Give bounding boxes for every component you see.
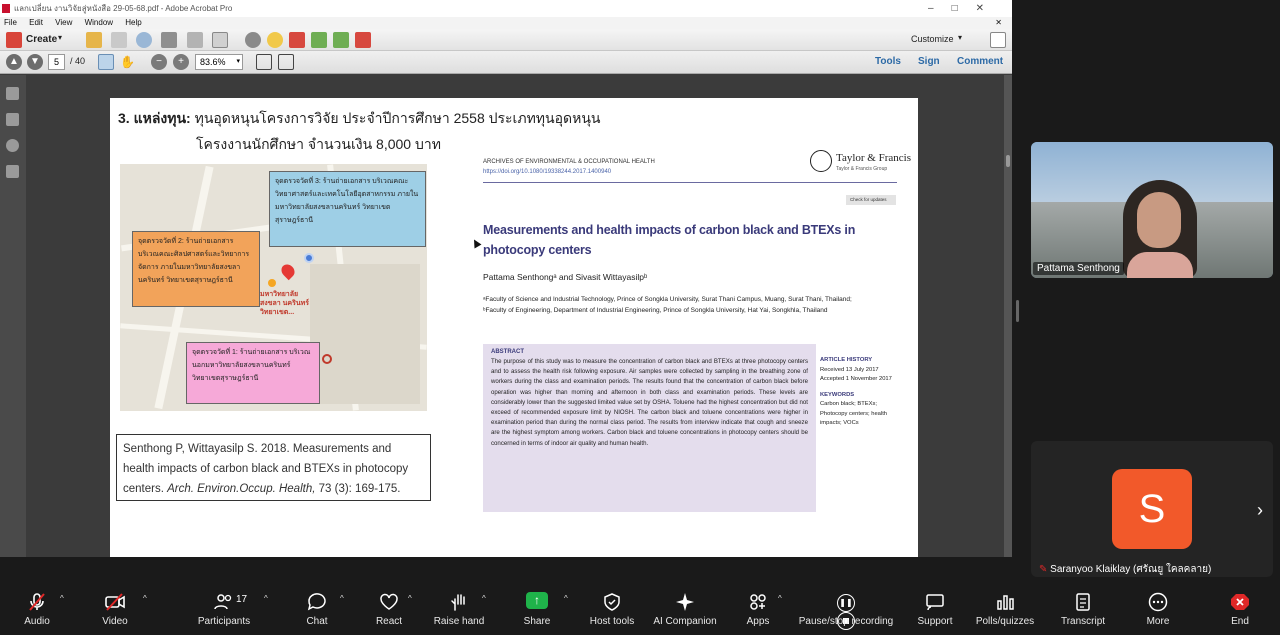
page-number-input[interactable]: 5: [48, 54, 65, 70]
keywords-heading: KEYWORDS: [820, 391, 855, 398]
taylor-francis-icon: [810, 150, 832, 172]
campus-label: มหาวิทยาลัย สงขลา นครินทร์ วิทยาเขต...: [260, 291, 310, 316]
share-options-icon[interactable]: ^: [564, 594, 568, 603]
chat-button[interactable]: [294, 584, 340, 629]
share-button[interactable]: [514, 584, 560, 629]
participant-shirt: [1127, 252, 1193, 278]
map-box-site-1: จุดตรวจวัดที่ 1: ร้านถ่ายเอกสาร บริเวณนอกมหาวิทยาลัยสงขลานครินทร์ วิทยาเขตสุราษฎร์ธานี: [186, 342, 320, 404]
acrobat-window: [0, 17, 1012, 557]
cloud-upload-icon[interactable]: [136, 32, 152, 48]
accepted-date: Accepted 1 November 2017: [820, 376, 892, 382]
ai-sparkle-icon: [674, 592, 696, 612]
end-button[interactable]: [1218, 584, 1262, 629]
more-icon: [1147, 592, 1169, 612]
fullscreen-icon[interactable]: [990, 32, 1006, 48]
history-heading: ARTICLE HISTORY: [820, 357, 873, 363]
support-icon: [924, 592, 946, 612]
map-marker-icon: [304, 253, 314, 263]
participants-icon: [213, 592, 235, 612]
combine-icon[interactable]: [333, 32, 349, 48]
support-button[interactable]: [912, 584, 958, 629]
audio-options-icon[interactable]: ^: [60, 594, 64, 603]
fit-width-icon[interactable]: [256, 54, 272, 70]
share-label: Share: [523, 616, 551, 627]
react-button[interactable]: [366, 584, 412, 629]
panel-splitter[interactable]: [1016, 300, 1019, 322]
zoom-chevron-icon: ▾: [236, 58, 240, 65]
publisher-logo: [810, 150, 911, 176]
acrobat-titlebar: [0, 0, 1012, 17]
paper-journal: ARCHIVES OF ENVIRONMENTAL & OCCUPATIONAL HEALTH: [483, 159, 655, 165]
map-box-site-2: จุดตรวจวัดที่ 2: ร้านถ่ายเอกสาร บริเวณคณะศิลปศาสตร์และวิทยาการจัดการ ภายในมหาวิทยาลัยสงขลานครินทร์ วิทยาเขตสุราษฎร์ธานี: [132, 231, 260, 307]
window-title: แลกเปลี่ยน งานวิจัยสู่หนังสือ 29-05-68.pdf - Adobe Acrobat Pro: [14, 4, 233, 13]
participant-name: Pattama Senthong: [1033, 262, 1124, 275]
participant-video-tile[interactable]: [1031, 142, 1273, 278]
vertical-scrollbar[interactable]: [1004, 75, 1012, 557]
map-box-site-3: จุดตรวจวัดที่ 3: ร้านถ่ายเอกสาร บริเวณคณะวิทยาศาสตร์และเทคโนโลยีอุตสาหกรรม ภายในมหาวิทยาลัยสงขลานครินทร์ วิทยาเขตสุราษฎร์ธานี: [269, 171, 426, 247]
paper-affiliation: ᵃFaculty of Science and Industrial Technology, Prince of Songkla University, Surat Thani Campus, Muang, Surat Thani, Thailand; ᵇFaculty of Engineering, Department of Industrial Engineering, Prince of Songkla University, Hat Yai, Songkhla, Thailand: [483, 296, 852, 314]
comment-link[interactable]: Comment: [957, 56, 1004, 67]
raise-hand-label: Raise hand: [433, 616, 485, 627]
paper-divider: [483, 182, 897, 183]
zoom-in-icon[interactable]: +: [173, 54, 189, 70]
share-screen-icon: ↑: [526, 592, 548, 609]
polls-button[interactable]: [975, 584, 1035, 629]
mic-off-icon: [26, 592, 48, 612]
keywords-text: Carbon black; BTEXs; Photocopy centers; health impacts; VOCs: [820, 401, 888, 426]
received-date: Received 13 July 2017: [820, 366, 879, 373]
menu-window[interactable]: Window: [84, 18, 114, 27]
export-icon[interactable]: [311, 32, 327, 48]
citation-journal: Arch. Environ.Occup. Health,: [167, 483, 316, 495]
customize-chevron-icon[interactable]: ▾: [958, 33, 963, 42]
transcript-button[interactable]: [1060, 584, 1106, 629]
chat-icon: [306, 592, 328, 612]
edit-icon[interactable]: [187, 32, 203, 48]
apps-button[interactable]: [736, 584, 780, 629]
menu-bar: [0, 17, 1012, 29]
participant-name-muted: [1035, 561, 1215, 578]
shield-icon: [601, 592, 623, 612]
react-label: React: [375, 616, 403, 627]
create-button[interactable]: Create: [26, 34, 58, 45]
zoom-level-select[interactable]: [195, 54, 243, 70]
signatures-icon[interactable]: [6, 165, 19, 178]
check-updates-badge: Check for updates: [846, 195, 896, 205]
avatar-participant-name: Saranyoo Klaiklay (ศรัณยู ใคลคลาย): [1050, 564, 1212, 575]
funding-line-1: [118, 108, 600, 130]
polls-label: Polls/quizzes: [975, 616, 1035, 627]
paper-title: Measurements and health impacts of carbon black and BTEXs in photocopy centers: [483, 223, 856, 257]
support-label: Support: [917, 616, 953, 627]
react-options-icon[interactable]: ^: [408, 594, 412, 603]
forms-icon[interactable]: [355, 32, 371, 48]
participants-options-icon[interactable]: ^: [264, 594, 268, 603]
publisher-name: Taylor & Francis: [836, 152, 911, 164]
meeting-toolbar: [0, 584, 1280, 629]
fit-page-icon[interactable]: [278, 54, 294, 70]
save-icon[interactable]: [111, 32, 127, 48]
map-marker-icon: [322, 354, 332, 364]
raise-hand-button[interactable]: [432, 584, 486, 629]
sign-link[interactable]: Sign: [918, 56, 940, 67]
email-icon[interactable]: [212, 32, 228, 48]
participant-face: [1137, 192, 1181, 248]
hand-tool-icon[interactable]: ✋: [120, 55, 135, 69]
polls-icon: [994, 592, 1016, 612]
chat-options-icon[interactable]: ^: [340, 594, 344, 603]
chat-label: Chat: [306, 616, 328, 627]
chevron-down-icon[interactable]: ▾: [58, 33, 63, 42]
navigation-rail: [0, 75, 26, 557]
video-label: Video: [102, 616, 128, 627]
participants-count: 17: [236, 594, 248, 605]
abstract-heading: ABSTRACT: [491, 349, 524, 355]
ai-companion-label: AI Companion: [653, 616, 717, 627]
citation-volume: 73 (3): 169-175.: [318, 483, 401, 495]
page-total: / 40: [70, 56, 86, 66]
video-button[interactable]: [92, 584, 138, 629]
menu-file[interactable]: File: [4, 18, 17, 27]
funding-line-2: โครงงานนักศึกษา จำนวนเงิน 8,000 บาท: [196, 136, 441, 152]
raise-hand-options-icon[interactable]: ^: [482, 594, 486, 603]
mic-muted-icon: ✎: [1039, 564, 1048, 575]
publisher-sub: Taylor & Francis Group: [836, 166, 888, 172]
create-icon: [6, 32, 22, 48]
participants-label: Participants: [197, 616, 251, 627]
ai-companion-button[interactable]: [653, 584, 717, 629]
attachments-icon[interactable]: [6, 139, 19, 152]
host-tools-button[interactable]: [588, 584, 636, 629]
abstract-box: [483, 344, 816, 512]
more-label: More: [1146, 616, 1170, 627]
map-marker-icon: [268, 279, 276, 287]
bookmarks-icon[interactable]: [6, 113, 19, 126]
paper-authors: Pattama Senthongᵃ and Sivasit Wittayasilpᵇ: [483, 272, 648, 282]
end-label: End: [1231, 616, 1249, 627]
paper-doi: https://doi.org/10.1080/19338244.2017.1400940: [483, 169, 612, 175]
page-thumbnails-icon[interactable]: [6, 87, 19, 100]
acrobat-app-icon: [2, 4, 10, 13]
camera-off-icon: [104, 592, 126, 612]
sign-icon[interactable]: [289, 32, 305, 48]
participants-button[interactable]: [196, 584, 252, 629]
prev-page-icon[interactable]: ▲: [6, 54, 22, 70]
menu-edit[interactable]: Edit: [29, 18, 43, 27]
apps-icon: [747, 592, 769, 612]
heart-icon: [378, 592, 400, 612]
recording-label: Pause/stop recording: [798, 616, 894, 627]
comment-icon[interactable]: [267, 32, 283, 48]
host-tools-label: Host tools: [589, 616, 635, 627]
menu-help[interactable]: Help: [125, 18, 142, 27]
scroll-thumb[interactable]: [1006, 155, 1010, 167]
transcript-icon: [1072, 592, 1094, 612]
video-options-icon[interactable]: ^: [143, 594, 147, 603]
zoom-out-icon[interactable]: −: [151, 54, 167, 70]
print-icon[interactable]: [161, 32, 177, 48]
transcript-label: Transcript: [1060, 616, 1106, 627]
zoom-level-value: 83.6%: [200, 57, 226, 67]
pause-stop-icon: ❚❚: [826, 592, 866, 612]
next-page-arrow-icon[interactable]: ›: [1257, 500, 1263, 520]
map-building-area: [310, 264, 420, 404]
pdf-page: [110, 98, 918, 557]
settings-icon[interactable]: [245, 32, 261, 48]
apps-label: Apps: [746, 616, 770, 627]
raise-hand-icon: [448, 592, 470, 612]
customize-button[interactable]: Customize: [911, 34, 954, 44]
funding-text-1: ทุนอุดหนุนโครงการวิจัย ประจำปีการศึกษา 2558 ประเภททุนอุดหนุน: [194, 110, 601, 126]
avatar: S: [1112, 469, 1192, 549]
select-cursor-icon[interactable]: [98, 54, 114, 70]
more-button[interactable]: [1136, 584, 1180, 629]
participant-avatar-tile[interactable]: [1031, 441, 1273, 577]
recording-button[interactable]: [798, 584, 894, 629]
end-meeting-icon: [1229, 592, 1251, 612]
abstract-text: The purpose of this study was to measure the concentration of carbon black and BTEXs at three photocopy centers and to assess the health risk following exposure. Air samples were collected by sampling in the breathing zone of workers during the class and examination periods. The results found that the concentration of carbon black before operation was higher than morning and afternoon in both class and examination periods. These levels are considerably lower than the suggested limited value set by OSHA. Toluene had the highest concentration but did not exceed of recommended exposure limit by NIOSH. The carbon black and toluene concentrations were higher in examination period than during the normal class period. The results from interview indicate that cough and sneeze are the highest symptom among workers. Carbon black and toluene concentrations in photocopy centers should be concerned in terms of indoor air quality and human health.: [491, 358, 808, 447]
window-controls[interactable]: –□✕: [928, 3, 1002, 14]
citation-text: Senthong P, Wittayasilp S. 2018. Measurements and health impacts of carbon black and BTEXs in photocopy centers.: [123, 443, 409, 495]
citation-box: [116, 434, 431, 501]
open-folder-icon[interactable]: [86, 32, 102, 48]
apps-options-icon[interactable]: ^: [778, 594, 782, 603]
menu-view[interactable]: View: [55, 18, 73, 27]
funding-label: 3. แหล่งทุน:: [118, 110, 191, 126]
tools-link[interactable]: Tools: [875, 56, 901, 67]
article-history: [820, 356, 904, 429]
next-page-icon[interactable]: ▼: [27, 54, 43, 70]
audio-button[interactable]: [14, 584, 60, 629]
nav-toolbar: [0, 51, 1012, 74]
main-toolbar: [0, 29, 1012, 51]
map-pin-icon: [279, 262, 297, 280]
close-document-icon[interactable]: ✕: [995, 18, 1002, 27]
audio-label: Audio: [24, 616, 50, 627]
campus-map: [120, 164, 427, 411]
